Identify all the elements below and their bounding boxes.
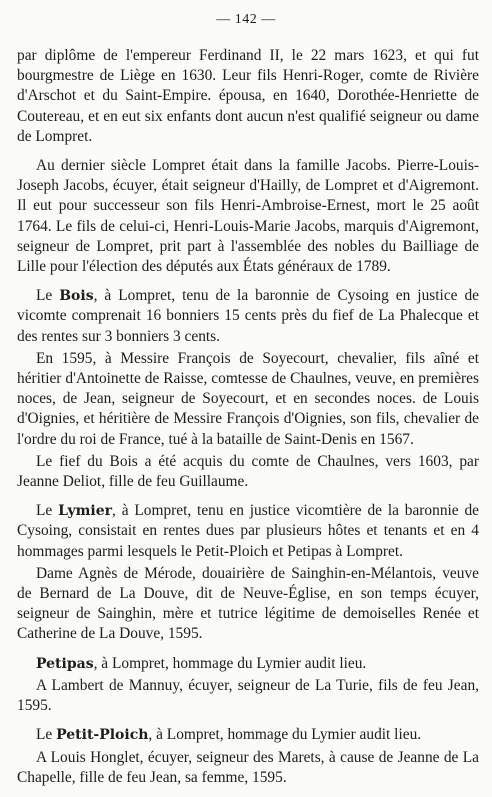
fief-name-petipas: Petipas bbox=[36, 655, 94, 672]
paragraph-prefix: Le bbox=[36, 502, 59, 520]
paragraph-prefix: Le bbox=[36, 287, 60, 305]
paragraph-petit-ploich-heading bbox=[17, 725, 479, 745]
paragraph-text: , à Lompret, hommage du Lymier audit lieu. bbox=[93, 654, 367, 672]
fief-name-petit-ploich: Petit-Ploich bbox=[56, 727, 149, 744]
paragraph-jacobs bbox=[17, 156, 479, 277]
paragraph-mannuy bbox=[17, 676, 479, 716]
paragraph-lymier-heading bbox=[17, 501, 479, 562]
paragraph-merode bbox=[17, 564, 479, 645]
paragraph-text: A Lambert de Mannuy, écuyer, seigneur de La Turie, fils de feu Jean, 1595. bbox=[17, 676, 479, 715]
paragraph-bois-acquisition bbox=[17, 452, 479, 492]
paragraph-text: par diplôme de l'empereur Ferdinand II, le 22 mars 1623, et qui fut bourgmestre de Liège en 1630. Leur fils Henri-Roger, comte de Rivière d'Arschot et du Saint-Empire. épousa, en 1640, Dorothée-Henriette de Coutereau, et en eut six enfants dont aucun n'est qualifié seigneur ou dame de Lompret. bbox=[17, 47, 479, 145]
paragraph-text: , à Lompret, tenu en justice vicomtière de la baronnie de Cysoing, consistait en rentes dues par plusieurs hôtes et tenants et en 4 hommages parmi lesquels le Petit-Ploich et Petipas à Lompret. bbox=[17, 502, 479, 560]
fief-name-bois: Bois bbox=[59, 288, 94, 305]
paragraph-bois-heading bbox=[17, 286, 479, 347]
page-number: — 142 — bbox=[216, 12, 276, 27]
paragraph-text: , à Lompret, hommage du Lymier audit lieu. bbox=[148, 726, 422, 744]
paragraph-prefix: Le bbox=[36, 726, 57, 744]
paragraph-text: A Louis Honglet, écuyer, seigneur des Marets, à cause de Jeanne de La Chapelle, fille de feu Jean, sa femme, 1595. bbox=[17, 748, 479, 786]
paragraph-text: , à Lompret, tenu de la baronnie de Cysoing en justice de vicomte comprenait 16 bonniers 15 cents près du fief de La Phalecque et des rentes sur 3 bonniers 3 cents. bbox=[17, 287, 479, 345]
paragraph-text: Au dernier siècle Lompret était dans la famille Jacobs. Pierre-Louis-Joseph Jacobs, écuyer, était seigneur d'Hailly, de Lompret et d'Aigremont. Il eut pour successeur son fils Henri-Ambroise-Ernest, mort le 25 août 1764. Le fils de celui-ci, Henri-Louis-Marie Jacobs, marquis d'Aigremont, seigneur de Lompret, prit part à l'assemblée des nobles du Bailliage de Lille pour l'élection des députés aux États généraux de 1789. bbox=[17, 157, 479, 276]
paragraph-text: Dame Agnès de Mérode, douairière de Sainghin-en-Mélantois, veuve de Bernard de La Douve, dit de Neuve-Église, en son temps écuyer, seigneur de Sainghin, mère et tutrice légitime de demoiselles Renée et Catherine de La Douve, 1595. bbox=[17, 564, 479, 643]
fief-name-lymier: Lymier bbox=[58, 503, 112, 520]
body-text bbox=[17, 46, 479, 797]
paragraph-petipas-heading bbox=[17, 654, 479, 674]
paragraph-soyecourt bbox=[17, 349, 479, 450]
paragraph-rivière bbox=[17, 46, 479, 147]
paragraph-text: En 1595, à Messire François de Soyecourt, chevalier, fils aîné et héritier d'Antoinette de Raisse, comtesse de Chaulnes, veuve, en premières noces, de Jean, seigneur de Soyecourt, et en secondes noces. de Louis d'Oignies, et héritière de Messire François d'Oignies, son fils, chevalier de l'ordre du roi de France, tué à la bataille de Saint-Denis en 1567. bbox=[17, 349, 479, 448]
paragraph-text: Le fief du Bois a été acquis du comte de Chaulnes, vers 1603, par Jeanne Deliot, fille de feu Guillaume. bbox=[17, 452, 479, 491]
